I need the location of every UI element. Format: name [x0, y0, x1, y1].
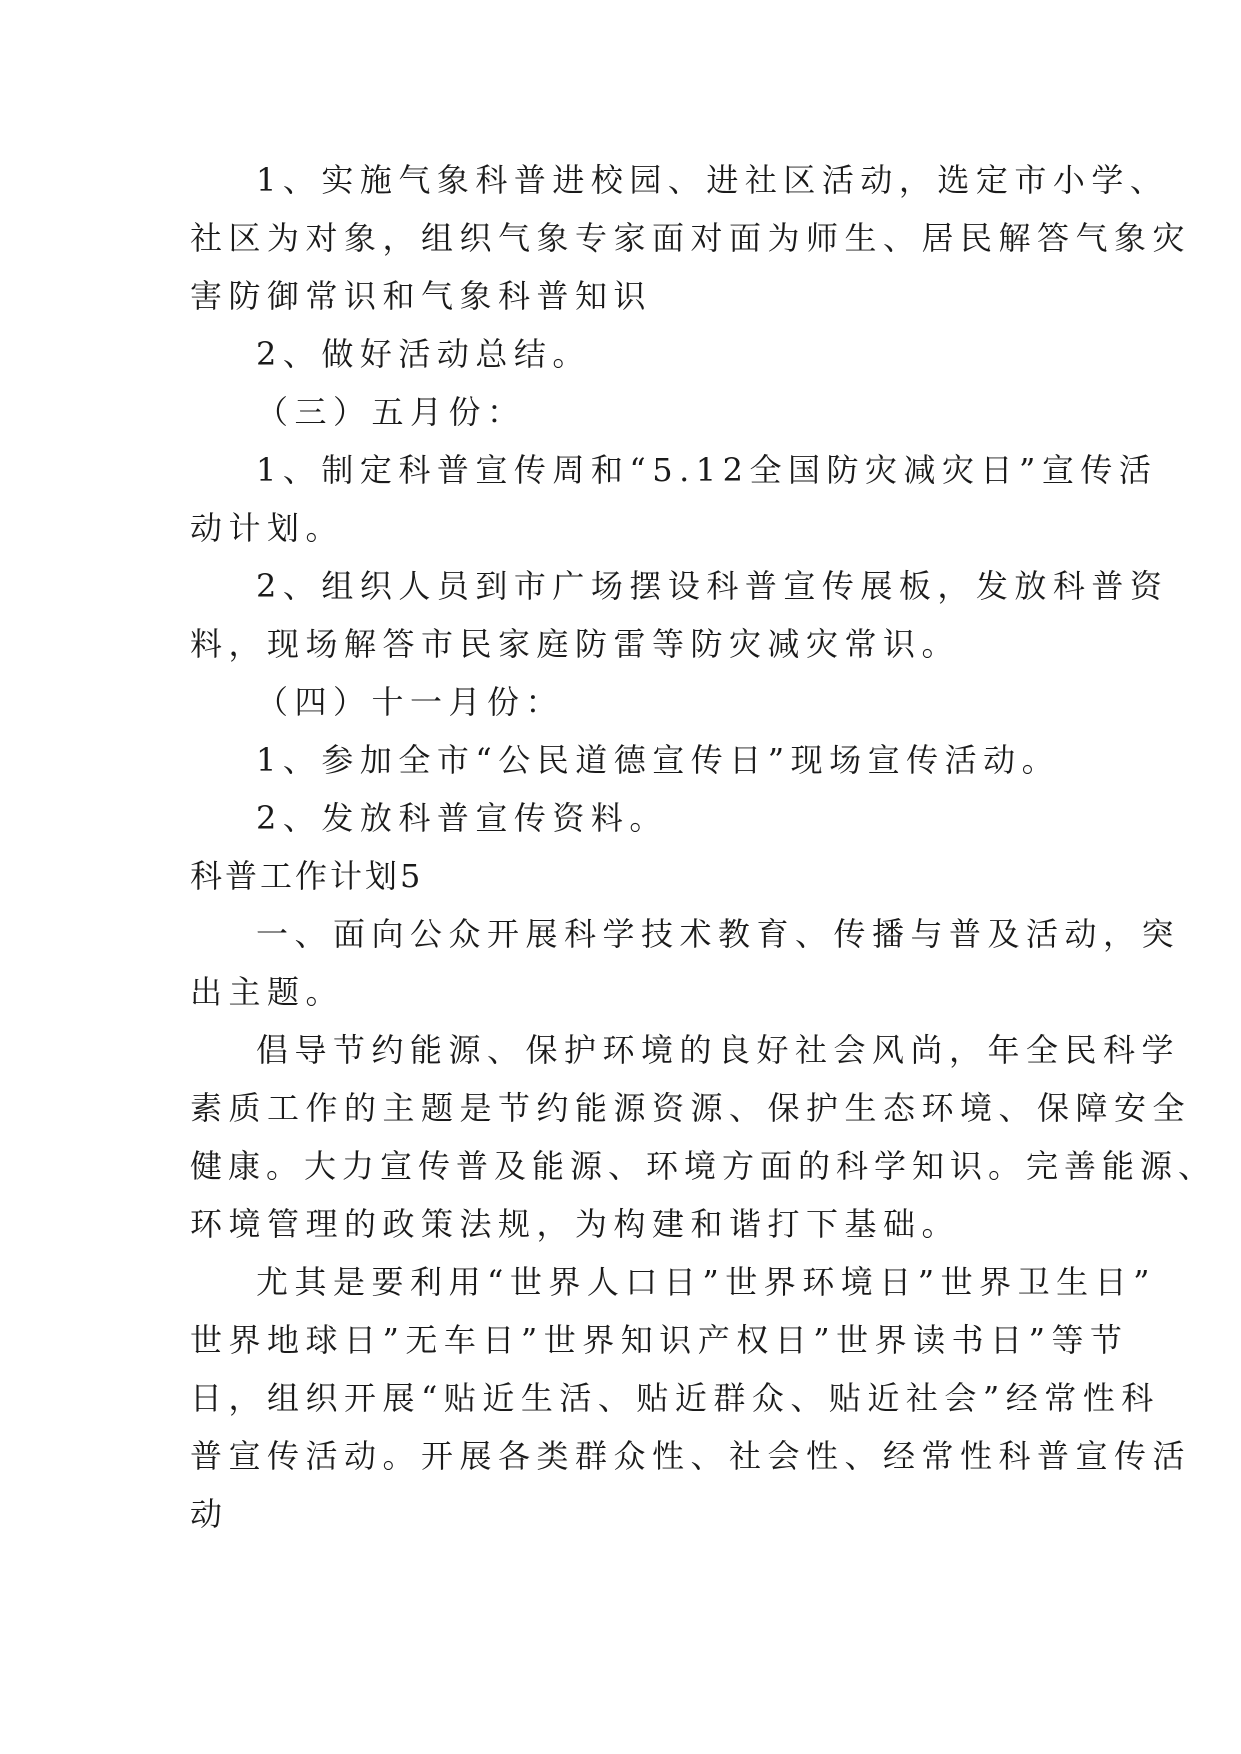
paragraph-line: 社区为对象，组织气象专家面对面为师生、居民解答气象灾 — [190, 219, 1192, 257]
paragraph-line: 环境管理的政策法规，为构建和谐打下基础。 — [190, 1205, 961, 1243]
paragraph-line: 出主题。 — [190, 973, 345, 1011]
paragraph-line: 动计划。 — [190, 509, 345, 547]
document-title: 科普工作计划5 — [190, 857, 424, 895]
paragraph-line: 2、发放科普宣传资料。 — [256, 799, 668, 837]
paragraph-line: 尤其是要利用“世界人口日”世界环境日”世界卫生日” — [256, 1263, 1156, 1301]
paragraph-line: 1、参加全市“公民道德宣传日”现场宣传活动。 — [256, 741, 1061, 779]
section-heading: （四）十一月份： — [256, 683, 565, 721]
paragraph-line: 害防御常识和气象科普知识 — [190, 277, 653, 315]
paragraph-line: 倡导节约能源、保护环境的良好社会风尚，年全民科学 — [256, 1031, 1181, 1069]
paragraph-line: 世界地球日”无车日”世界知识产权日”世界读书日”等节 — [190, 1321, 1129, 1359]
paragraph-line: 动 — [190, 1495, 229, 1533]
paragraph-line: 素质工作的主题是节约能源资源、保护生态环境、保障安全 — [190, 1089, 1192, 1127]
paragraph-line: 日，组织开展“贴近生活、贴近群众、贴近社会”经常性科 — [190, 1379, 1160, 1417]
paragraph-line: 健康。大力宣传普及能源、环境方面的科学知识。完善能源、 — [190, 1147, 1217, 1185]
paragraph-line: 1、实施气象科普进校园、进社区活动，选定市小学、 — [256, 161, 1169, 199]
paragraph-line: 2、组织人员到市广场摆设科普宣传展板，发放科普资 — [256, 567, 1169, 605]
section-heading: （三）五月份： — [256, 393, 526, 431]
paragraph-line: 普宣传活动。开展各类群众性、社会性、经常性科普宣传活 — [190, 1437, 1192, 1475]
paragraph-line: 1、制定科普宣传周和“5.12全国防灾减灾日”宣传活 — [256, 451, 1158, 489]
paragraph-line: 料，现场解答市民家庭防雷等防灾减灾常识。 — [190, 625, 961, 663]
paragraph-line: 2、做好活动总结。 — [256, 335, 591, 373]
paragraph-line: 一、面向公众开展科学技术教育、传播与普及活动，突 — [256, 915, 1181, 953]
